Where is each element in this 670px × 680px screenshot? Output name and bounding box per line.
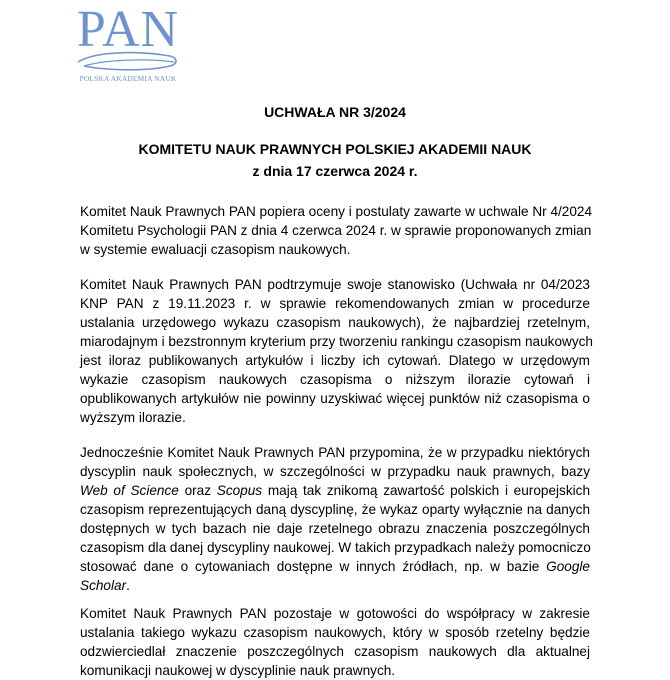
italic-term: Web of Science [80, 483, 179, 498]
paragraph-3 [80, 443, 590, 595]
paragraph-line: jest iloraz publikowanych artykułów i liczby ich cytowań. Dlatego w urzędowym [80, 353, 590, 368]
italic-term: Scholar [80, 578, 127, 593]
resolution-title: UCHWAŁA NR 3/2024 [264, 104, 406, 120]
paragraph-line: dostępnych w tych bazach nie daje rzetelnego obrazu znaczenia poszczególnych [80, 521, 590, 536]
paragraph-4 [80, 604, 590, 680]
paragraph-line: opublikowanych artykułów nie powinny uzyskiwać więcej punktów niż czasopisma o [80, 391, 590, 406]
resolution-date: z dnia 17 czerwca 2024 r. [252, 163, 418, 179]
paragraph-line: czasopism dla danej dyscypliny naukowej. W takich przypadkach należy pomocniczo [80, 540, 591, 555]
italic-term: Google [546, 559, 590, 574]
paragraph-line: komunikacji naukowej w dyscyplinie nauk prawnych. [80, 663, 396, 678]
paragraph-line: czasopism reprezentujących daną dyscyplinę, że wykaz oparty wyłącznie na danych [80, 502, 590, 517]
paragraph-1 [80, 202, 593, 259]
paragraph-line: Komitet Nauk Prawnych PAN podtrzymuje swoje stanowisko (Uchwała nr 04/2023 [80, 277, 590, 292]
italic-term: Scopus [216, 483, 263, 498]
paragraph-line: odzwierciedlał znaczenie poszczególnych czasopism naukowych dla aktualnej [80, 644, 590, 659]
logo-mark: PAN [76, 1, 180, 58]
logo-subtitle: POLSKA AKADEMIA NAUK [79, 74, 177, 83]
paragraph-2 [80, 275, 593, 427]
paragraph-line: Jednocześnie Komitet Nauk Prawnych PAN przypomina, że w przypadku niektórych [80, 445, 590, 460]
committee-heading: KOMITETU NAUK PRAWNYCH POLSKIEJ AKADEMII NAUK [138, 141, 532, 157]
paragraph-line: Komitetu Psychologii PAN z dnia 4 czerwca 2024 r. w sprawie proponowanych zmian [80, 223, 592, 238]
paragraph-line: ustalania takiego wykazu czasopism naukowych, który w sposób rzetelny będzie [80, 625, 590, 640]
paragraph-line-italic: stosować dane o cytowaniach dostępne w innych źródłach, np. w bazie Google [80, 559, 590, 574]
paragraph-line: Komitet Nauk Prawnych PAN popiera oceny i postulaty zawarte w uchwale Nr 4/2024 [80, 204, 593, 219]
logo-swirl-icon [74, 48, 182, 74]
paragraph-line: w systemie ewaluacji czasopism naukowych. [80, 242, 351, 257]
paragraph-line: miarodajnym i bezstronnym kryterium przy tworzeniu rankingu czasopism naukowych [80, 334, 593, 349]
paragraph-line: ustalania urzędowego wykazu czasopism naukowych), że najbardziej rzetelnym, [80, 315, 590, 330]
paragraph-line: Komitet Nauk Prawnych PAN pozostaje w gotowości do współpracy w zakresie [80, 606, 590, 621]
paragraph-line: KNP PAN z 19.11.2023 r. w sprawie rekomendowanych zmian w procedurze [80, 296, 590, 311]
paragraph-line: wyższym ilorazie. [80, 410, 186, 425]
paragraph-line: wykazie czasopism naukowych czasopisma o niższym ilorazie cytowań i [80, 372, 590, 387]
paragraph-line-italic: Web of Science oraz Scopus mają tak znikomą zawartość polskich i europejskich [80, 483, 591, 498]
paragraph-line: dyscyplin nauk społecznych, w szczególności w przypadku nauk prawnych, bazy [80, 464, 590, 479]
pan-logo [72, 2, 184, 86]
paragraph-line-italic: Scholar. [80, 578, 130, 593]
